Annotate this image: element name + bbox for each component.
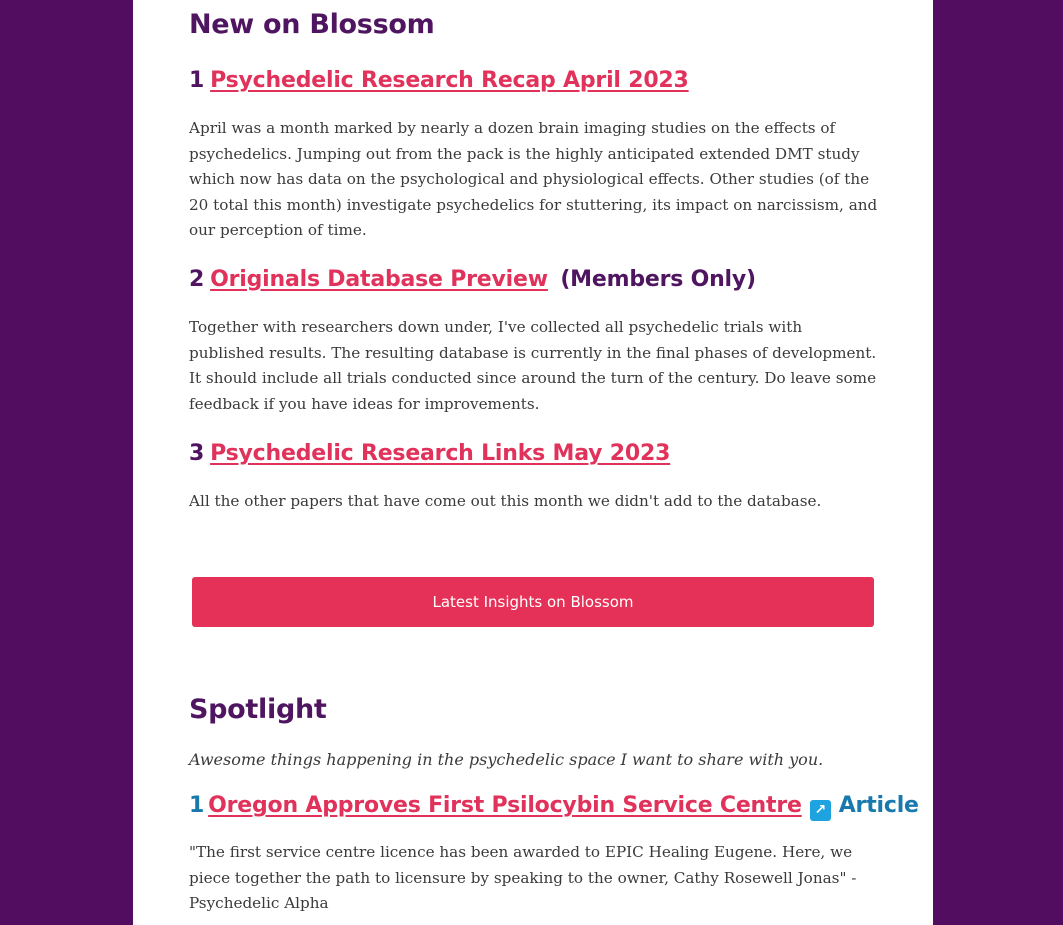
spotlight-item-1-type: Article: [838, 793, 919, 818]
spotlight-item-1-text: "The first service centre licence has been awarded to EPIC Healing Eugene. Here, we piece together the path to licensure by speaking to the owner, Cathy Rosewell Jonas" - Psychedelic Alpha: [189, 843, 857, 913]
new-item-3-number: 3: [189, 441, 205, 466]
new-item-1-text: April was a month marked by nearly a dozen brain imaging studies on the effects of psychedelics. Jumping out from the pack is the highly anticipated extended DMT study which now has data on the psychological and physiological effects. Other studies (of the 20 total this month) investigate psychedelics for stuttering, its impact on narcissism, and our perception of time.: [189, 119, 878, 240]
new-item-2-heading: [189, 266, 756, 294]
external-link-icon[interactable]: ↗: [810, 800, 831, 821]
new-item-1-heading: [189, 67, 689, 95]
spotlight-title: Spotlight: [189, 694, 327, 725]
spotlight-item-1-heading: [189, 792, 919, 821]
new-item-2-text: Together with researchers down under, I've collected all psychedelic trials with published results. The resulting database is currently in the final phases of development. It should include all trials conducted since around the turn of the century. Do leave some feedback if you have ideas for improvements.: [189, 318, 877, 413]
spotlight-intro: Awesome things happening in the psychedelic space I want to share with you.: [189, 750, 824, 769]
new-item-1-number: 1: [189, 68, 205, 93]
spotlight-item-1-link[interactable]: Oregon Approves First Psilocybin Service Centre: [208, 793, 802, 818]
new-item-3-text: All the other papers that have come out this month we didn't add to the database.: [189, 492, 822, 510]
new-item-2-number: 2: [189, 267, 205, 292]
latest-insights-button[interactable]: Latest Insights on Blossom: [192, 577, 874, 627]
members-only-label: (Members Only): [560, 267, 756, 292]
new-item-2-link[interactable]: Originals Database Preview: [210, 267, 548, 292]
new-on-blossom-title: New on Blossom: [189, 9, 435, 40]
spotlight-item-1-number: 1: [189, 793, 205, 818]
new-item-1-link[interactable]: Psychedelic Research Recap April 2023: [210, 68, 689, 93]
new-item-3-heading: [189, 440, 670, 468]
newsletter-page: [133, 0, 933, 925]
new-item-3-link[interactable]: Psychedelic Research Links May 2023: [210, 441, 671, 466]
